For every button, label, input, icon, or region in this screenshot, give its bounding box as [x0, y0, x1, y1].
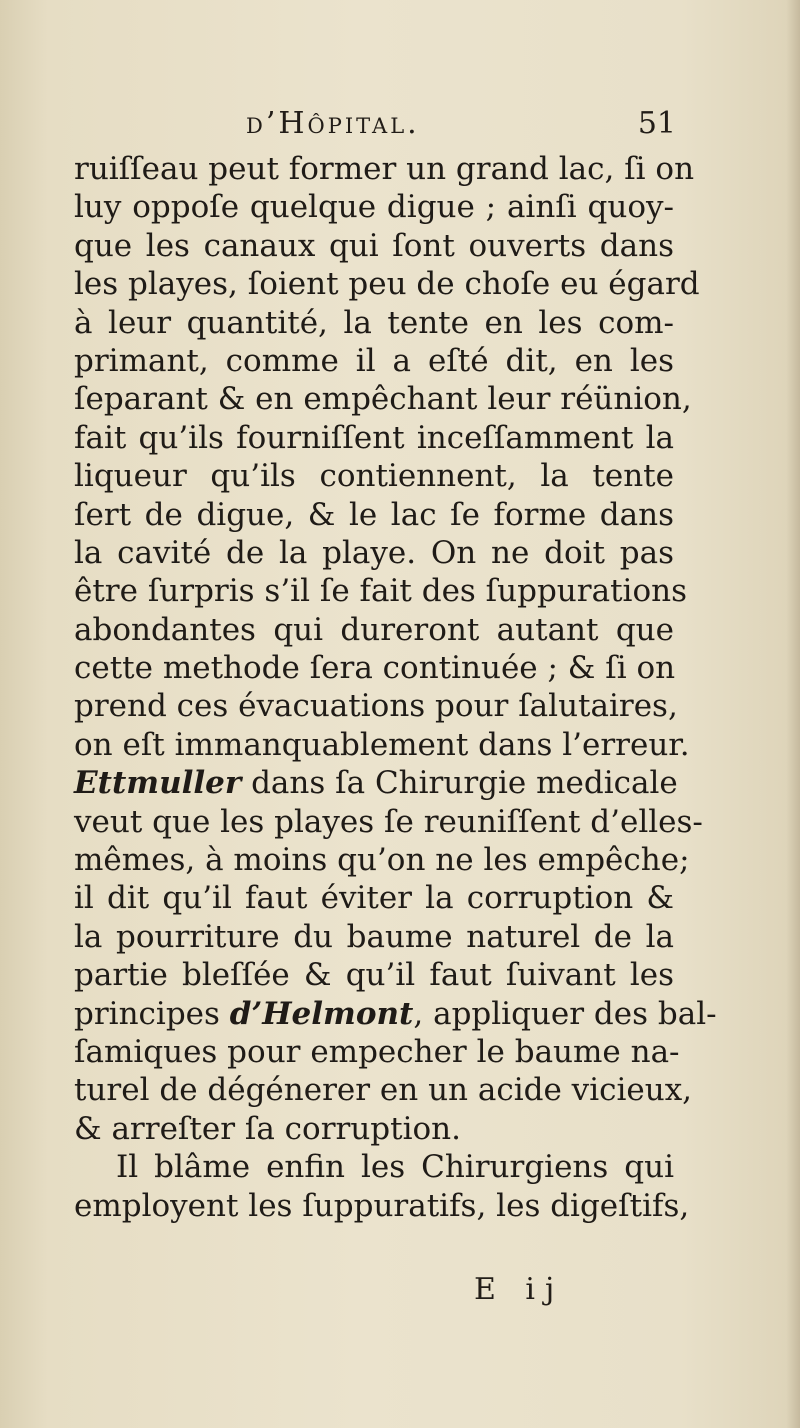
text-line: abondantes qui dureront autant que [74, 611, 674, 648]
running-head: d’Hôpital. [246, 106, 420, 141]
text-line-rest: dans ſa Chirurgie medicale [251, 765, 678, 802]
author-name-helmont: d’Helmont [229, 995, 414, 1032]
text-line: Il blâme enfin les Chirurgiens qui [116, 1149, 674, 1186]
text-line: primant, comme il a eſté dit, en les [74, 342, 674, 379]
text-line: fait qu’ils fourniſſent inceſſamment la [74, 419, 674, 456]
text-line: on eſt immanquablement dans l’erreur. [74, 726, 690, 763]
body-text [74, 150, 717, 1225]
text-line-rest: , appliquer des bal- [413, 995, 717, 1032]
text-line: ſamiques pour empecher le baume na- [74, 1033, 680, 1070]
text-line: & arreſter ſa corruption. [74, 1110, 462, 1147]
text-line [74, 995, 717, 1033]
text-line: les playes, ſoient peu de choſe eu égard [74, 266, 700, 303]
text-line: prend ces évacuations pour ſalutaires, [74, 688, 678, 725]
text-line: que les canaux qui ſont ouverts dans [74, 227, 674, 264]
text-line: employent les ſuppuratifs, les digeſtifs, [74, 1187, 690, 1224]
text-line: turel de dégénerer en un acide vicieux, [74, 1072, 693, 1109]
text-line: cette methode ſera continuée ; & ſi on [74, 650, 676, 687]
text-line: ruiſſeau peut former un grand lac, ſi on [74, 151, 695, 187]
page-header [78, 106, 676, 146]
text-line: veut que les playes ſe reuniſſent d’elles- [74, 803, 703, 840]
text-line: liqueur qu’ils contiennent, la tente [74, 458, 674, 495]
text-line: il dit qu’il faut éviter la corruption & [74, 880, 674, 917]
signature-mark: E ij [474, 1272, 565, 1307]
page-number: 51 [637, 106, 676, 141]
text-line-prefix: principes [74, 995, 230, 1032]
author-name-ettmuller: Ettmuller [74, 765, 242, 802]
text-line: ſeparant & en empêchant leur réünion, [74, 381, 692, 418]
text-line: la cavité de la playe. On ne doit pas [74, 534, 674, 571]
text-line: à leur quantité, la tente en les com- [74, 304, 674, 341]
text-line [74, 764, 678, 802]
text-line: ſert de digue, & le lac ſe forme dans [74, 496, 674, 533]
text-line: partie bleſſée & qu’il faut ſuivant les [74, 957, 674, 994]
text-line: la pourriture du baume naturel de la [74, 918, 674, 955]
text-line: luy oppoſe quelque digue ; ainſi quoy- [74, 189, 674, 226]
text-line: être ſurpris s’il ſe fait des ſuppurations [74, 573, 687, 610]
text-line: mêmes, à moins qu’on ne les empêche; [74, 842, 690, 879]
